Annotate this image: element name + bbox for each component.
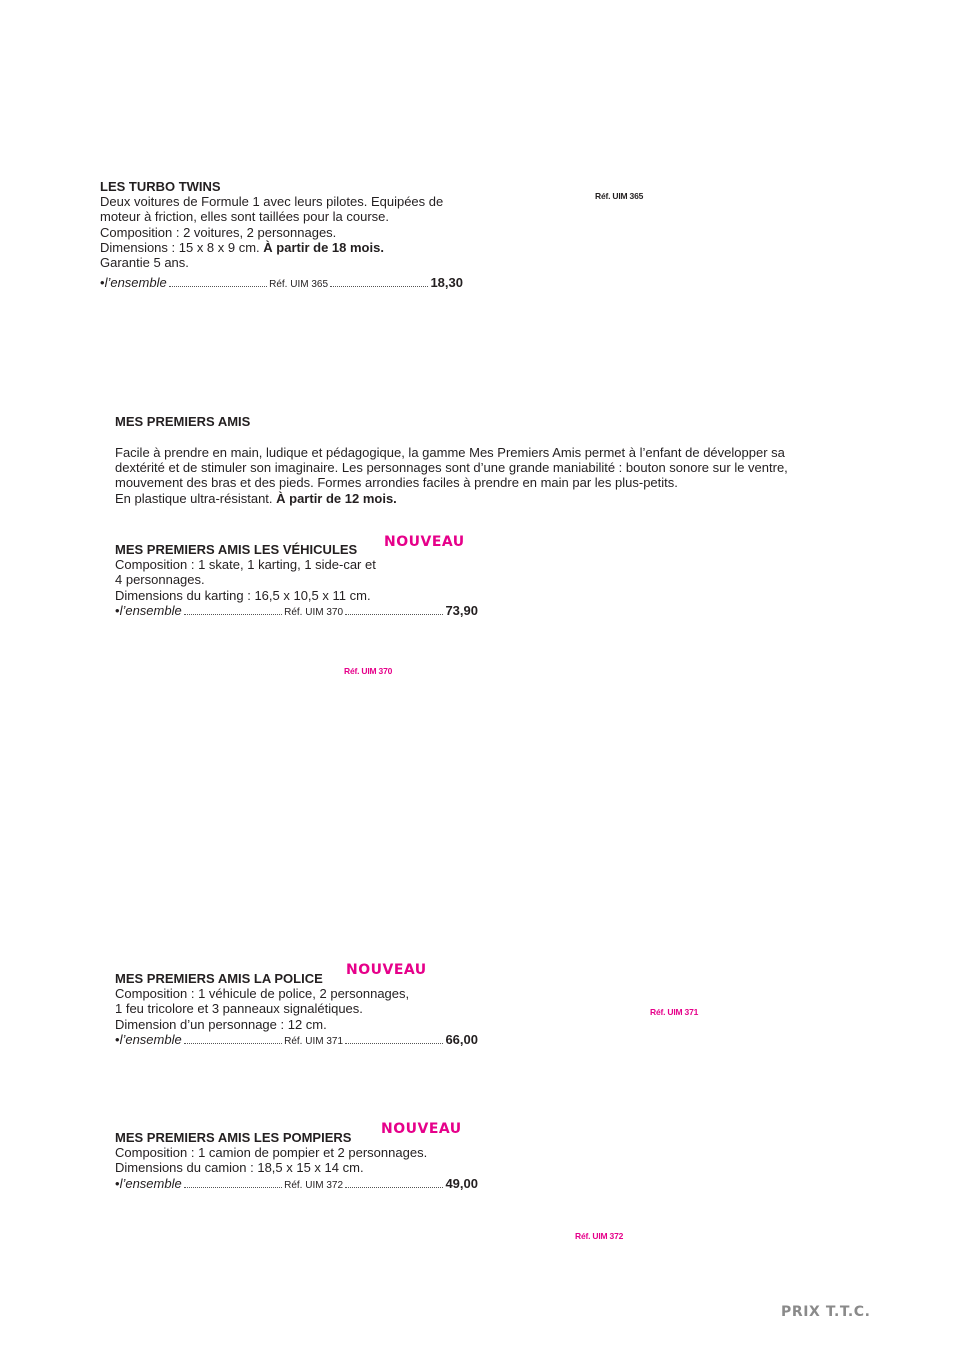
police-price-line <box>115 1032 478 1049</box>
pompiers-section <box>115 1130 485 1193</box>
pompiers-nouveau-badge: NOUVEAU <box>381 1121 462 1137</box>
vehicules-line-3: Dimensions du karting : 16,5 x 10,5 x 11 cm. <box>115 587 371 603</box>
turbo-twins-price-line <box>100 275 463 292</box>
vehicules-line-2: 4 personnages. <box>115 572 205 588</box>
intro-age: À partir de 12 mois. <box>276 490 397 506</box>
turbo-twins-dimensions: Dimensions : 15 x 8 x 9 cm. <box>100 239 264 255</box>
dot-leader <box>169 286 267 287</box>
intro-line-3: mouvement des bras et des pieds. Formes arrondies faciles à prendre en main par les plus-petits. <box>115 475 678 491</box>
police-nouveau-badge: NOUVEAU <box>346 962 427 978</box>
turbo-twins-image-ref: Réf. UIM 365 <box>595 191 644 201</box>
vehicules-title: MES PREMIERS AMIS LES VÉHICULES <box>115 542 358 557</box>
pompiers-price-line <box>115 1176 478 1193</box>
vehicules-image-ref: Réf. UIM 370 <box>344 666 393 676</box>
bullet: • <box>115 1175 120 1191</box>
vehicules-section <box>115 542 485 620</box>
dot-leader <box>184 1043 282 1044</box>
vehicules-line-1: Composition : 1 skate, 1 karting, 1 side-car et <box>115 557 376 573</box>
turbo-twins-title: LES TURBO TWINS <box>100 179 221 194</box>
reference: Réf. UIM 372 <box>284 1179 344 1191</box>
ensemble-label: l’ensemble <box>119 1175 182 1191</box>
turbo-twins-line-2: moteur à friction, elles sont taillées pour la course. <box>100 209 390 225</box>
turbo-twins-line-3: Composition : 2 voitures, 2 personnages. <box>100 224 337 240</box>
intro-line-2: dextérité et de stimuler son imaginaire. Les personnages sont d’une grande maniabilité : bouton sonore sur le ventre, <box>115 460 788 476</box>
intro-material: En plastique ultra-résistant. <box>115 490 277 506</box>
dot-leader <box>184 1187 282 1188</box>
pompiers-line-2: Dimensions du camion : 18,5 x 15 x 14 cm. <box>115 1160 364 1176</box>
dot-leader <box>345 1187 443 1188</box>
dot-leader <box>330 286 428 287</box>
intro-line-1: Facile à prendre en main, ludique et pédagogique, la gamme Mes Premiers Amis permet à l’enfant de développer sa <box>115 445 785 460</box>
ensemble-label: l’ensemble <box>119 1031 182 1047</box>
police-image-ref: Réf. UIM 371 <box>650 1007 699 1017</box>
pompiers-line-1: Composition : 1 camion de pompier et 2 personnages. <box>115 1145 428 1161</box>
reference: Réf. UIM 370 <box>284 606 344 618</box>
dot-leader <box>184 614 282 615</box>
ensemble-label: l’ensemble <box>119 602 182 618</box>
police-title: MES PREMIERS AMIS LA POLICE <box>115 971 323 986</box>
bullet: • <box>100 275 105 291</box>
price: 66,00 <box>445 1031 478 1047</box>
intro-title: MES PREMIERS AMIS <box>115 414 251 429</box>
intro-line-4 <box>115 491 815 506</box>
police-line-3: Dimension d’un personnage : 12 cm. <box>115 1016 327 1032</box>
prix-ttc-label: PRIX T.T.C. <box>781 1304 871 1320</box>
turbo-twins-line-1: Deux voitures de Formule 1 avec leurs pilotes. Equipées de <box>100 194 444 210</box>
dot-leader <box>345 614 443 615</box>
police-line-1: Composition : 1 véhicule de police, 2 personnages, <box>115 986 410 1002</box>
vehicules-price-line <box>115 603 478 620</box>
pompiers-title: MES PREMIERS AMIS LES POMPIERS <box>115 1130 352 1145</box>
price: 73,90 <box>445 602 478 618</box>
bullet: • <box>115 602 120 618</box>
police-section <box>115 971 485 1049</box>
police-line-2: 1 feu tricolore et 3 panneaux signalétiques. <box>115 1001 363 1017</box>
reference: Réf. UIM 371 <box>284 1035 344 1047</box>
turbo-twins-section <box>100 179 470 292</box>
vehicules-nouveau-badge: NOUVEAU <box>384 534 465 550</box>
bullet: • <box>115 1031 120 1047</box>
reference: Réf. UIM 365 <box>269 279 329 291</box>
turbo-twins-age: À partir de 18 mois. <box>263 239 384 255</box>
turbo-twins-line-5: Garantie 5 ans. <box>100 255 189 271</box>
dot-leader <box>345 1043 443 1044</box>
pompiers-image-ref: Réf. UIM 372 <box>575 1231 624 1241</box>
turbo-twins-line-4 <box>100 240 470 255</box>
price: 49,00 <box>445 1175 478 1191</box>
ensemble-label: l’ensemble <box>104 275 167 291</box>
intro-paragraph <box>115 445 815 506</box>
price: 18,30 <box>430 275 463 291</box>
